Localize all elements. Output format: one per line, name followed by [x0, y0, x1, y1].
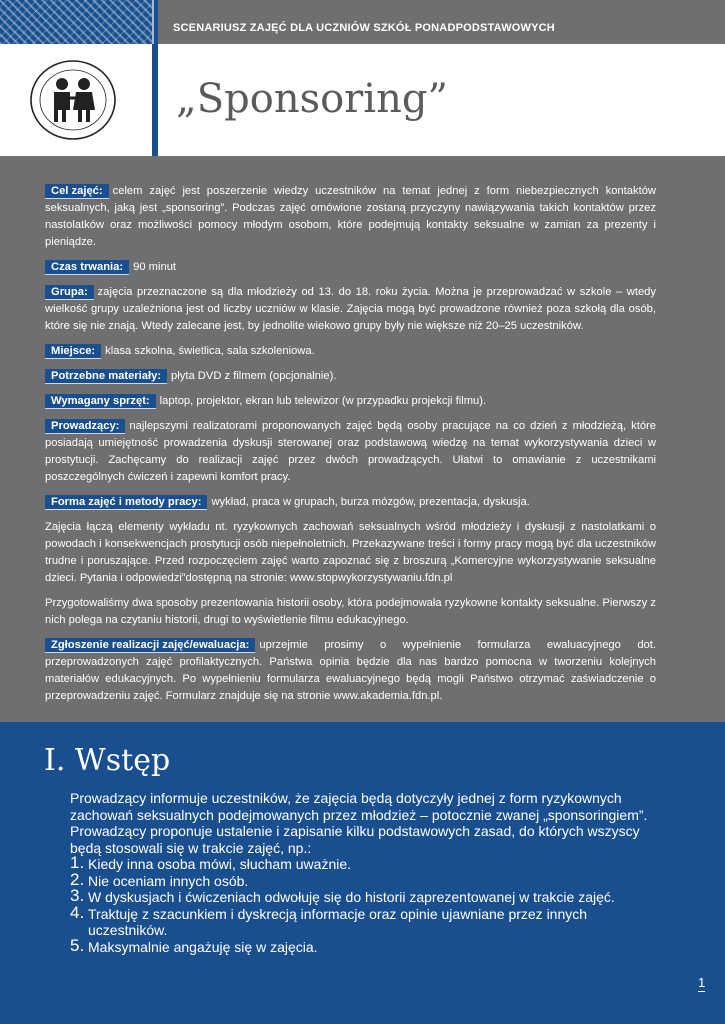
label-czas: Czas trwania: — [45, 260, 129, 275]
label-cel: Cel zajęć: — [45, 184, 109, 199]
info-czas — [45, 259, 656, 276]
info-cel — [45, 183, 656, 251]
label-miejsce: Miejsce: — [45, 344, 101, 359]
list-item — [70, 886, 670, 906]
label-sprzet: Wymagany sprzęt: — [45, 394, 156, 409]
list-item — [70, 902, 670, 939]
list-text: Kiedy inna osoba mówi, słucham uważnie. — [88, 856, 352, 872]
list-number: 4. — [70, 902, 85, 922]
label-forma: Forma zajęć i metody pracy: — [45, 495, 207, 510]
section-body — [70, 790, 670, 955]
list-text: Nie oceniam innych osób. — [88, 872, 249, 889]
text-cel: celem zajęć jest poszerzenie wiedzy uczestników na temat jednej z form niebezpiecznych kontaktów seksualnych, jaką jest „sponsoring”. Podczas zajęć omówione zostaną przyczyny nawiązywania takich kontaktów przez nastolatków oraz możliwości pomocy młodym osobom, które podejmują kontakty seksualne w zamian za prezenty i pieniądze. — [45, 185, 656, 248]
page-number: 1 — [698, 975, 706, 990]
info-prowadzacy — [45, 418, 656, 486]
info-content — [45, 183, 656, 713]
text-sprzet: laptop, projektor, ekran lub telewizor (w przypadku projekcji filmu). — [159, 395, 487, 407]
label-materialy: Potrzebne materiały: — [45, 369, 167, 384]
label-prowadzacy: Prowadzący: — [45, 419, 125, 434]
list-number: 5. — [70, 935, 85, 955]
list-number: 3. — [70, 886, 85, 905]
list-text: Traktuję z szacunkiem i dyskrecją informacje oraz opinie ujawniane przez innych uczestników. — [88, 905, 588, 938]
list-number: 1. — [70, 853, 85, 872]
section-intro-2: Prowadzący proponuje ustalenie i zapisanie kilku podstawowych zasad, do których wszyscy będą stosowali się w trakcie zajęć, np.: — [70, 823, 640, 856]
info-zgloszenie — [45, 637, 656, 705]
list-item — [70, 869, 670, 890]
rules-list — [70, 853, 670, 955]
text-grupa: zajęcia przeznaczone są dla młodzieży od 13. do 18. roku życia. Można je przeprowadzać w szkole – wtedy wielkość grupy uzależniona jest od liczby uczniów w klasie. Zajęcia mogą być prowadzone również poza szkołą dla osób, które się nie znają. Wtedy zalecane jest, by jednolite wiekowo grupy były nie większe niż 20–25 uczestników. — [45, 286, 656, 332]
list-item — [70, 853, 670, 873]
section-intro-1: Prowadzący informuje uczestników, że zajęcia będą dotyczyły jednej z form ryzykownych zachowań seksualnych podejmowanych przez młodzież – potocznie zwanej „sponsoringiem”. — [70, 790, 648, 823]
text-czas: 90 minut — [133, 261, 177, 273]
info-forma — [45, 494, 656, 511]
info-miejsce — [45, 343, 656, 360]
list-number: 2. — [70, 869, 85, 889]
text-zgloszenie: uprzejmie prosimy o wypełnienie formularza ewaluacyjnego dot. przeprowadzonych zajęć profilaktycznych. Państwa opinia będzie dla nas bardzo pomocna w tworzeniu kolejnych materiałów edukacyjnych. Po wypełnieniu formularza ewaluacyjnego będą mogli Państwo otrzymać zaświadczenie o przeprowadzeniu zajęć. Formularz znajduje się na stronie www.akademia.fdn.pl. — [45, 639, 656, 702]
header-divider-light — [152, 0, 154, 44]
list-item — [70, 935, 670, 956]
info-materialy — [45, 368, 656, 385]
fundacja-logo-icon — [28, 58, 118, 142]
series-title: SCENARIUSZ ZAJĘĆ DLA UCZNIÓW SZKÓŁ PONADPODSTAWOWYCH — [173, 22, 555, 34]
header-pattern — [0, 0, 152, 44]
page-title: „Sponsoring” — [176, 76, 448, 122]
list-text: W dyskusjach i ćwiczeniach odwołuję się do historii zaprezentowanej w trakcie zajęć. — [88, 889, 615, 905]
info-para1: Zajęcia łączą elementy wykładu nt. ryzykownych zachowań seksualnych wśród młodzieży i dyskusji z nastolatkami o powodach i konsekwencjach prostytucji osób niepełnoletnich. Przekazywane treści i formy pracy mogą być dla uczestników trudne i poruszające. Przed rozpoczęciem zajęć warto zapoznać się z broszurą „Komercyjne wykorzystywanie seksualne dzieci. Pytania i odpowiedzi”dostępną na stronie: www.stopwykorzystywaniu.fdn.pl — [45, 521, 656, 584]
text-forma: wykład, praca w grupach, burza mózgów, prezentacja, dyskusja. — [211, 496, 530, 508]
info-grupa — [45, 284, 656, 335]
label-grupa: Grupa: — [45, 285, 94, 300]
list-text: Maksymalnie angażuję się w zajęcia. — [88, 938, 318, 955]
text-miejsce: klasa szkolna, świetlica, sala szkoleniowa. — [105, 345, 315, 357]
label-zgloszenie: Zgłoszenie realizacji zajęć/ewaluacja: — [45, 638, 255, 653]
info-para2: Przygotowaliśmy dwa sposoby prezentowania historii osoby, która podejmowała ryzykowne kontakty seksualne. Pierwszy z nich polega na czytaniu historii, drugi to wyświetlenie filmu edukacyjnego. — [45, 597, 656, 626]
text-prowadzacy: najlepszymi realizatorami proponowanych zajęć będą osoby pracujące na co dzień z młodzieżą, które posiadają umiejętność prowadzenia dyskusji sterowanej oraz podstawową wiedzę na temat wykorzystywania dzieci w prostytucji. Zachęcamy do realizacji zajęć przez dwóch prowadzących. Ułatwi to omawianie z uczestnikami poszczególnych ćwiczeń i zapewni komfort pracy. — [45, 420, 656, 483]
text-materialy: płyta DVD z filmem (opcjonalnie). — [171, 370, 337, 382]
info-sprzet — [45, 393, 656, 410]
section-title: I. Wstęp — [44, 743, 171, 778]
